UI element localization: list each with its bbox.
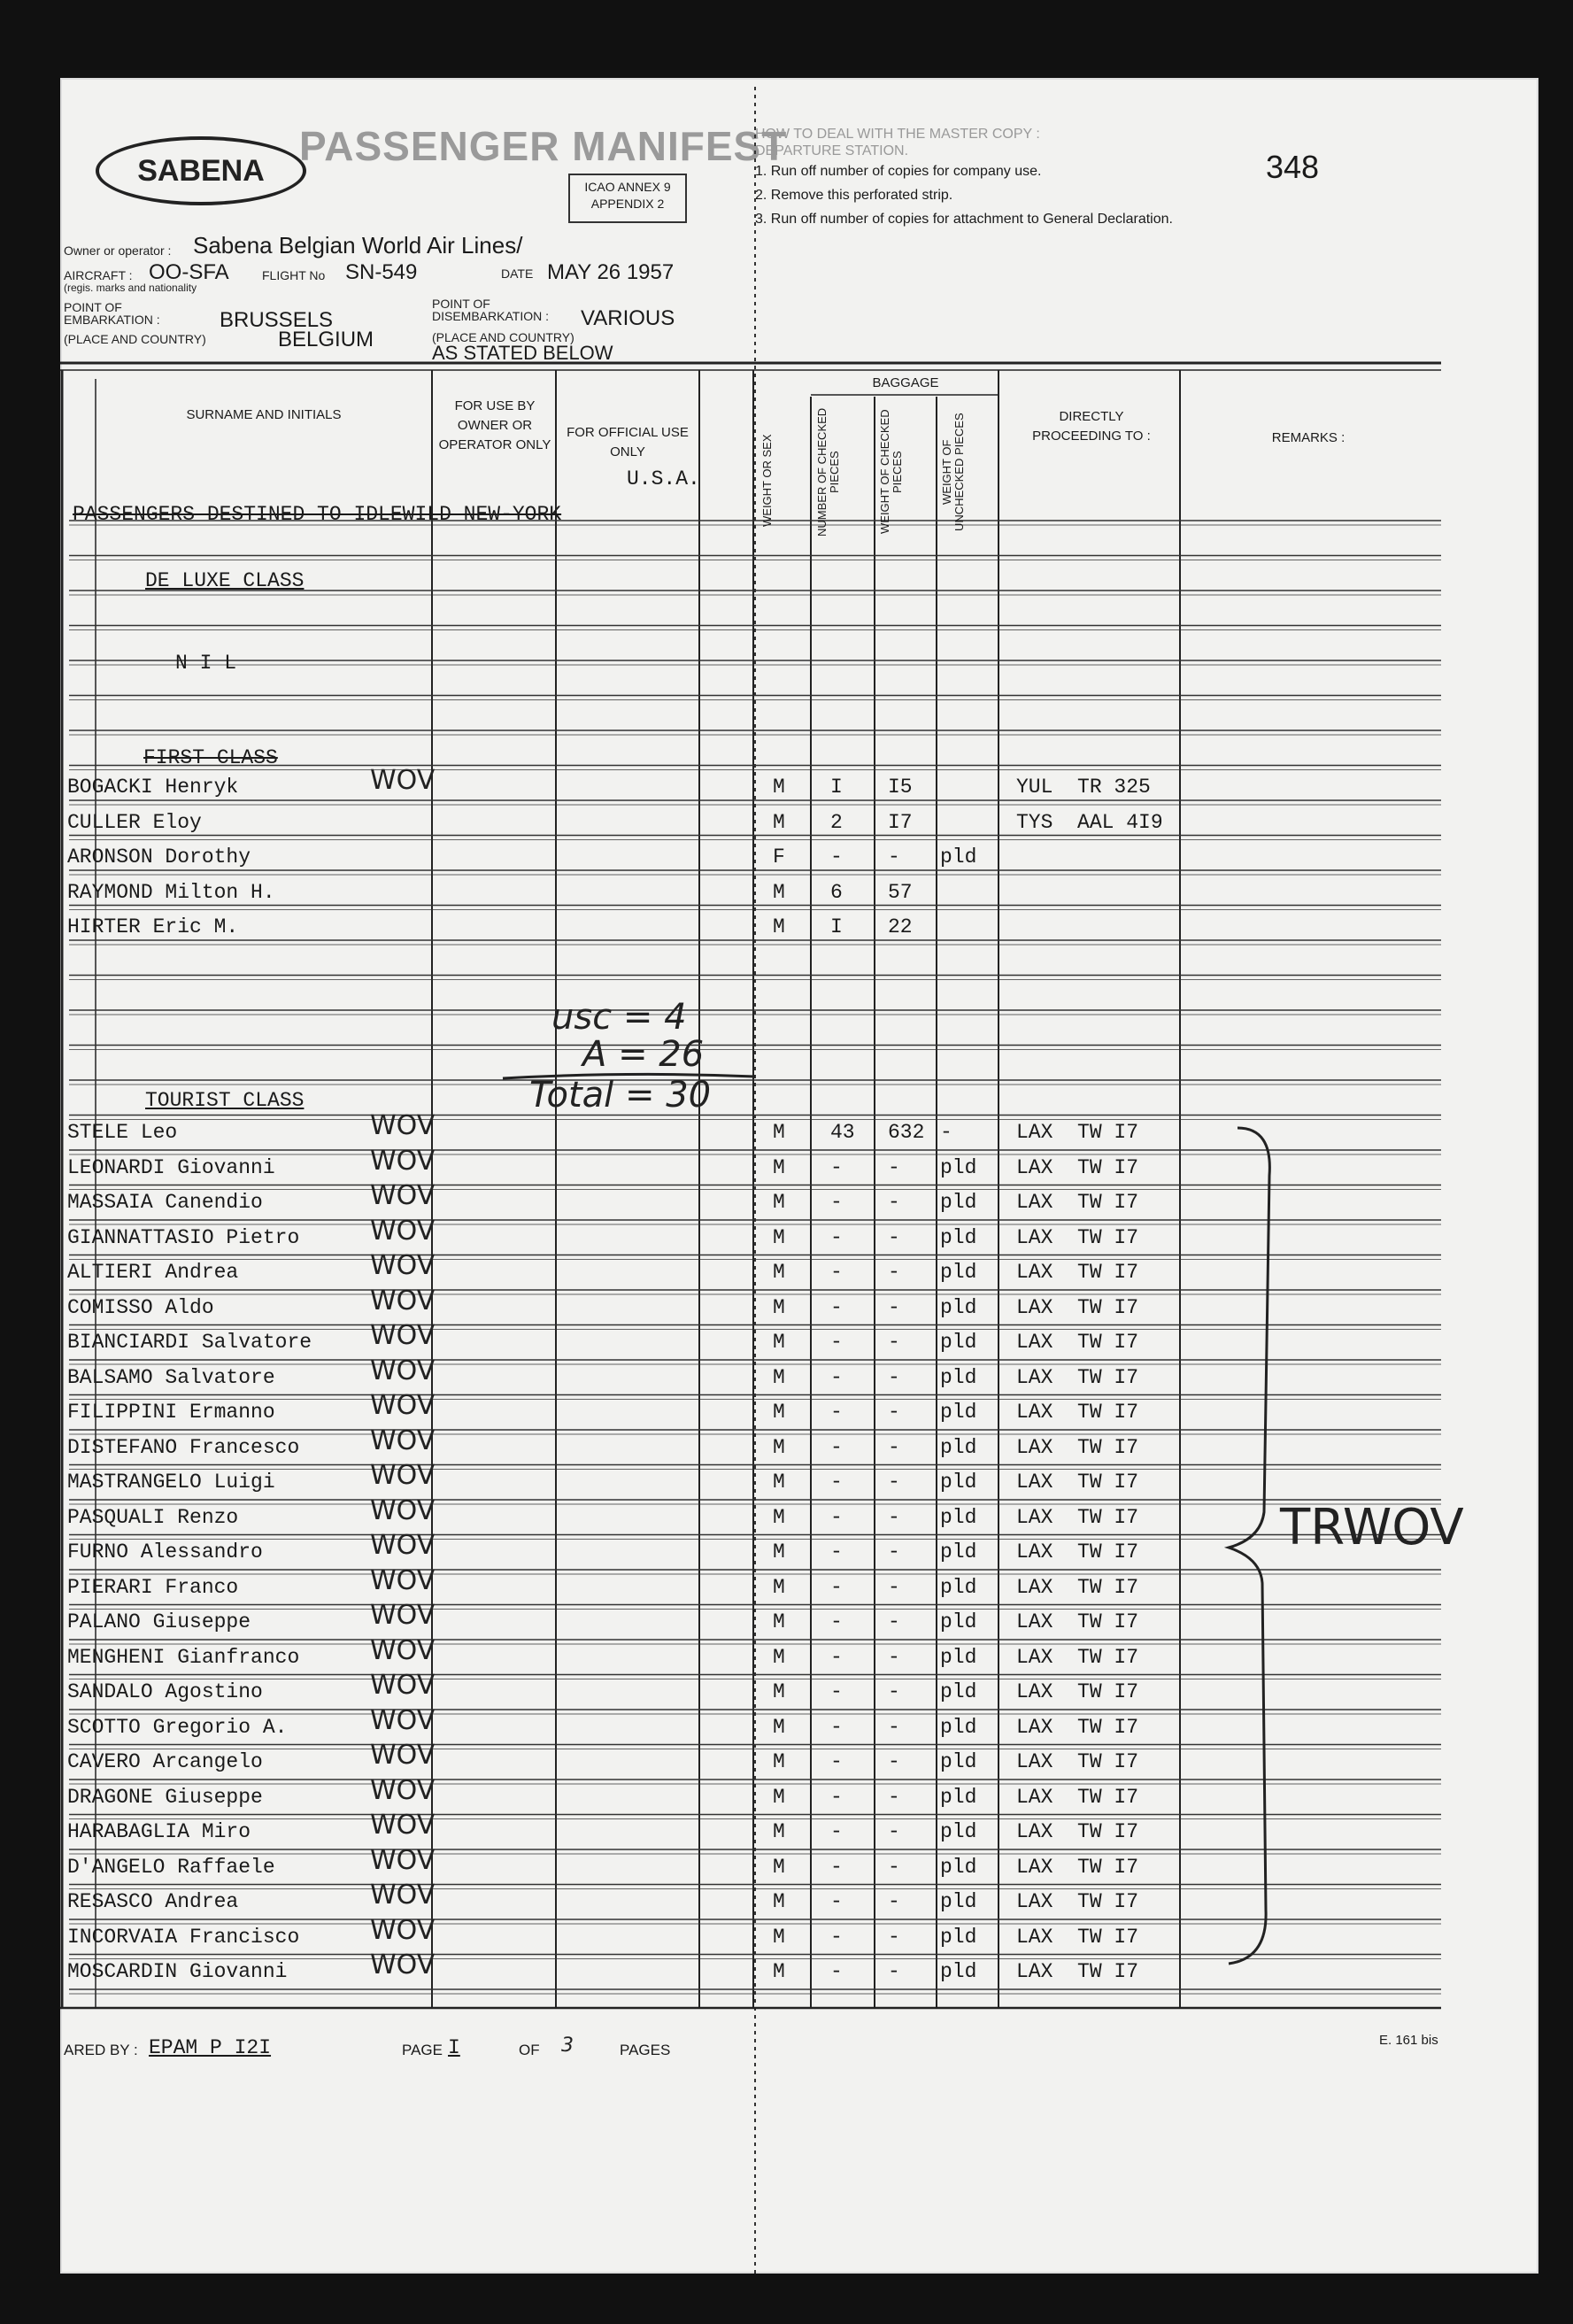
unchecked-weight: pld: [940, 1191, 977, 1214]
passenger-name: SANDALO Agostino: [67, 1680, 263, 1703]
passenger-sex: M: [773, 1960, 785, 1983]
status-mark: WOV: [370, 1355, 436, 1386]
status-mark: WOV: [370, 1530, 436, 1561]
status-mark: WOV: [370, 1110, 436, 1141]
status-mark: WOV: [370, 1844, 436, 1876]
passenger-name: PALANO Giuseppe: [67, 1610, 251, 1633]
passenger-name: BALSAMO Salvatore: [67, 1365, 275, 1389]
destination: LAX TW I7: [1016, 1435, 1139, 1459]
howto-step-1: 1. Run off number of copies for company use.: [755, 164, 1042, 179]
unchecked-weight: pld: [940, 1960, 977, 1983]
passenger-name: FILIPPINI Ermanno: [67, 1401, 275, 1424]
col-weight-checked: WEIGHT OF CHECKED PIECES: [878, 409, 904, 535]
date-label: DATE: [501, 266, 534, 281]
unchecked-weight: -: [940, 1121, 952, 1144]
unchecked-weight: pld: [940, 1750, 977, 1773]
destination: LAX TW I7: [1016, 1155, 1139, 1179]
status-mark: WOV: [370, 1914, 436, 1946]
destination: LAX TW I7: [1016, 1505, 1139, 1529]
passenger-name: CULLER Eloy: [67, 810, 202, 834]
col-official-use: FOR OFFICIAL USE ONLY: [567, 425, 689, 459]
unchecked-weight: pld: [940, 1715, 977, 1739]
destination: LAX TW I7: [1016, 1715, 1139, 1739]
page-label: PAGE: [402, 2042, 443, 2058]
checked-weight: I7: [888, 810, 913, 834]
passenger-sex: M: [773, 1890, 785, 1913]
passenger-name: DISTEFANO Francesco: [67, 1435, 300, 1459]
status-mark: WOV: [370, 1564, 436, 1596]
checked-pieces: -: [830, 1645, 843, 1669]
first-class-label: FIRST CLASS: [143, 746, 278, 769]
howto-station: DEPARTURE STATION.: [755, 143, 909, 158]
passenger-name: SCOTTO Gregorio A.: [67, 1715, 288, 1739]
passenger-sex: M: [773, 1365, 785, 1389]
disembark-label: POINT OF DISEMBARKATION :: [432, 297, 549, 323]
tally-line-1: usc = 4: [551, 997, 687, 1038]
status-mark: WOV: [370, 1145, 436, 1177]
passenger-sex: M: [773, 1855, 785, 1879]
col-official-country: U.S.A.: [627, 467, 700, 490]
destination: LAX TW I7: [1016, 1331, 1139, 1354]
prepared-label: ARED BY :: [64, 2042, 138, 2058]
status-mark: WOV: [370, 1740, 436, 1771]
checked-pieces: -: [830, 1401, 843, 1424]
destination: LAX TW I7: [1016, 1121, 1139, 1144]
unchecked-weight: pld: [940, 1855, 977, 1879]
passenger-name: CAVERO Arcangelo: [67, 1750, 263, 1773]
embark-city: BRUSSELS: [220, 308, 334, 332]
checked-weight: 632: [888, 1121, 925, 1144]
passenger-sex: F: [773, 845, 785, 869]
checked-weight: -: [888, 1750, 900, 1773]
checked-pieces: -: [830, 1155, 843, 1179]
status-mark: WOV: [370, 1180, 436, 1211]
checked-pieces: -: [830, 1785, 843, 1809]
deluxe-label: DE LUXE CLASS: [145, 569, 305, 592]
owner-label: Owner or operator :: [64, 243, 172, 258]
checked-pieces: -: [830, 1435, 843, 1459]
passenger-name: MASSAIA Canendio: [67, 1191, 263, 1214]
passenger-sex: M: [773, 915, 785, 938]
destination: LAX TW I7: [1016, 1540, 1139, 1563]
status-mark: WOV: [370, 1880, 436, 1911]
flight-value: SN-549: [345, 260, 418, 284]
destination: LAX TW I7: [1016, 1785, 1139, 1809]
of-label: OF: [519, 2042, 540, 2058]
passenger-name: MOSCARDIN Giovanni: [67, 1960, 288, 1983]
checked-pieces: -: [830, 1925, 843, 1949]
tally-underline: [498, 1068, 764, 1085]
status-mark: WOV: [370, 1425, 436, 1456]
sabena-logo: SABENA: [96, 136, 306, 205]
unchecked-weight: pld: [940, 1540, 977, 1563]
passenger-sex: M: [773, 1785, 785, 1809]
remarks-handwritten: TRWOV: [1280, 1499, 1464, 1556]
status-mark: WOV: [370, 1390, 436, 1421]
checked-pieces: -: [830, 1331, 843, 1354]
unchecked-weight: pld: [940, 1820, 977, 1843]
passenger-name: RESASCO Andrea: [67, 1890, 239, 1913]
passenger-sex: M: [773, 1505, 785, 1529]
destination: LAX TW I7: [1016, 1925, 1139, 1949]
passenger-sex: M: [773, 1820, 785, 1843]
checked-pieces: -: [830, 1820, 843, 1843]
checked-weight: -: [888, 845, 900, 869]
page-value: I: [448, 2036, 460, 2059]
unchecked-weight: pld: [940, 1680, 977, 1703]
passenger-name: MASTRANGELO Luigi: [67, 1471, 275, 1494]
checked-pieces: I: [830, 776, 843, 799]
passenger-sex: M: [773, 1715, 785, 1739]
checked-pieces: -: [830, 1575, 843, 1599]
passenger-name: BIANCIARDI Salvatore: [67, 1331, 312, 1354]
checked-weight: -: [888, 1261, 900, 1284]
destination: LAX TW I7: [1016, 1295, 1139, 1319]
checked-pieces: -: [830, 1960, 843, 1983]
nil-label: N I L: [175, 652, 237, 675]
checked-pieces: -: [830, 1225, 843, 1249]
unchecked-weight: pld: [940, 1610, 977, 1633]
aircraft-label: AIRCRAFT :: [64, 268, 133, 282]
embark-sub: (PLACE AND COUNTRY): [64, 332, 206, 346]
passenger-name: ALTIERI Andrea: [67, 1261, 239, 1284]
passenger-name: MENGHENI Gianfranco: [67, 1645, 300, 1669]
passenger-sex: M: [773, 1331, 785, 1354]
destination: LAX TW I7: [1016, 1890, 1139, 1913]
checked-weight: 57: [888, 880, 913, 904]
passenger-sex: M: [773, 1121, 785, 1144]
passenger-sex: M: [773, 1295, 785, 1319]
status-mark: WOV: [370, 1250, 436, 1281]
unchecked-weight: pld: [940, 1785, 977, 1809]
col-proceeding: DIRECTLY PROCEEDING TO :: [1032, 409, 1151, 444]
checked-weight: -: [888, 1680, 900, 1703]
disembark-value: VARIOUS: [581, 306, 675, 330]
howto-step-3: 3. Run off number of copies for attachment to General Declaration.: [755, 212, 1173, 227]
passenger-sex: M: [773, 1155, 785, 1179]
icao-box: ICAO ANNEX 9 APPENDIX 2: [568, 174, 687, 223]
checked-pieces: -: [830, 1295, 843, 1319]
status-mark: WOV: [370, 1704, 436, 1736]
passenger-sex: M: [773, 1750, 785, 1773]
passenger-name: LEONARDI Giovanni: [67, 1155, 275, 1179]
unchecked-weight: pld: [940, 845, 977, 869]
unchecked-weight: pld: [940, 1505, 977, 1529]
passenger-name: PIERARI Franco: [67, 1575, 239, 1599]
col-owner-use: FOR USE BY OWNER OR OPERATOR ONLY: [438, 398, 551, 452]
passenger-name: RAYMOND Milton H.: [67, 880, 275, 904]
passenger-sex: M: [773, 1680, 785, 1703]
unchecked-weight: pld: [940, 1925, 977, 1949]
status-mark: WOV: [370, 1950, 436, 1980]
destination: LAX TW I7: [1016, 1820, 1139, 1843]
passenger-name: COMISSO Aldo: [67, 1295, 214, 1319]
page-title: PASSENGER MANIFEST: [299, 123, 788, 169]
status-mark: WOV: [370, 1600, 436, 1631]
destination: LAX TW I7: [1016, 1645, 1139, 1669]
checked-weight: 22: [888, 915, 913, 938]
destination: LAX TW I7: [1016, 1191, 1139, 1214]
checked-weight: -: [888, 1505, 900, 1529]
checked-pieces: -: [830, 1610, 843, 1633]
status-mark: WOV: [370, 765, 436, 796]
passenger-name: BOGACKI Henryk: [67, 776, 239, 799]
status-mark: WOV: [370, 1494, 436, 1526]
checked-weight: -: [888, 1925, 900, 1949]
unchecked-weight: pld: [940, 1575, 977, 1599]
manifest-sheet: [60, 78, 1538, 2274]
checked-pieces: I: [830, 915, 843, 938]
checked-weight: -: [888, 1610, 900, 1633]
destination: LAX TW I7: [1016, 1680, 1139, 1703]
passenger-sex: M: [773, 1925, 785, 1949]
checked-weight: -: [888, 1225, 900, 1249]
checked-pieces: -: [830, 845, 843, 869]
checked-weight: I5: [888, 776, 913, 799]
status-mark: WOV: [370, 1460, 436, 1491]
form-code: E. 161 bis: [1379, 2033, 1438, 2048]
checked-weight: -: [888, 1715, 900, 1739]
checked-pieces: 6: [830, 880, 843, 904]
destination-label: PASSENGERS DESTINED TO IDLEWILD NEW-YORK: [73, 503, 562, 526]
prepared-value: EPAM P I2I: [149, 2036, 272, 2059]
checked-pieces: -: [830, 1261, 843, 1284]
col-surname: SURNAME AND INITIALS: [186, 407, 342, 422]
howto-title: HOW TO DEAL WITH THE MASTER COPY :: [755, 127, 1040, 142]
destination: LAX TW I7: [1016, 1471, 1139, 1494]
page-number: 348: [1266, 149, 1320, 185]
checked-weight: -: [888, 1401, 900, 1424]
passenger-name: PASQUALI Renzo: [67, 1505, 239, 1529]
checked-pieces: -: [830, 1715, 843, 1739]
checked-pieces: 2: [830, 810, 843, 834]
passenger-sex: M: [773, 810, 785, 834]
pages-label: PAGES: [620, 2042, 671, 2058]
checked-weight: -: [888, 1155, 900, 1179]
embark-label: POINT OF EMBARKATION :: [64, 300, 160, 327]
destination: LAX TW I7: [1016, 1225, 1139, 1249]
checked-weight: -: [888, 1435, 900, 1459]
checked-weight: -: [888, 1471, 900, 1494]
passenger-name: FURNO Alessandro: [67, 1540, 263, 1563]
checked-weight: -: [888, 1575, 900, 1599]
passenger-name: GIANNATTASIO Pietro: [67, 1225, 300, 1249]
checked-weight: -: [888, 1785, 900, 1809]
destination: LAX TW I7: [1016, 1855, 1139, 1879]
passenger-name: HIRTER Eric M.: [67, 915, 239, 938]
tourist-class-label: TOURIST CLASS: [145, 1089, 305, 1112]
passenger-name: HARABAGLIA Miro: [67, 1820, 251, 1843]
status-mark: WOV: [370, 1670, 436, 1701]
tally-line-3: Total = 30: [529, 1075, 712, 1116]
of-value: 3: [561, 2034, 574, 2057]
unchecked-weight: pld: [940, 1295, 977, 1319]
unchecked-weight: pld: [940, 1401, 977, 1424]
col-weight-sex: WEIGHT OR SEX: [760, 434, 774, 528]
status-mark: WOV: [370, 1320, 436, 1351]
embark-country: BELGIUM: [278, 328, 374, 351]
destination: LAX TW I7: [1016, 1261, 1139, 1284]
checked-weight: -: [888, 1645, 900, 1669]
passenger-sex: M: [773, 1191, 785, 1214]
unchecked-weight: pld: [940, 1435, 977, 1459]
checked-pieces: 43: [830, 1121, 855, 1144]
passenger-sex: M: [773, 1435, 785, 1459]
checked-weight: -: [888, 1295, 900, 1319]
destination: TYS AAL 4I9: [1016, 810, 1163, 834]
destination: LAX TW I7: [1016, 1575, 1139, 1599]
unchecked-weight: pld: [940, 1331, 977, 1354]
disembark-sub: (PLACE AND COUNTRY): [432, 330, 574, 344]
aircraft-sub: (regis. marks and nationality: [64, 282, 197, 294]
destination: LAX TW I7: [1016, 1960, 1139, 1983]
passenger-name: DRAGONE Giuseppe: [67, 1785, 263, 1809]
checked-pieces: -: [830, 1750, 843, 1773]
col-remarks: REMARKS :: [1271, 430, 1346, 445]
unchecked-weight: pld: [940, 1890, 977, 1913]
unchecked-weight: pld: [940, 1645, 977, 1669]
passenger-sex: M: [773, 1225, 785, 1249]
checked-weight: -: [888, 1331, 900, 1354]
checked-weight: -: [888, 1855, 900, 1879]
owner-value: Sabena Belgian World Air Lines/: [193, 232, 523, 259]
tally-line-2: A = 26: [582, 1034, 705, 1075]
checked-pieces: -: [830, 1191, 843, 1214]
checked-weight: -: [888, 1191, 900, 1214]
status-mark: WOV: [370, 1634, 436, 1666]
passenger-sex: M: [773, 1645, 785, 1669]
aircraft-value: OO-SFA: [149, 260, 229, 284]
passenger-sex: M: [773, 1540, 785, 1563]
checked-weight: -: [888, 1820, 900, 1843]
passenger-sex: M: [773, 1610, 785, 1633]
checked-pieces: -: [830, 1471, 843, 1494]
destination: LAX TW I7: [1016, 1365, 1139, 1389]
unchecked-weight: pld: [940, 1155, 977, 1179]
destination: LAX TW I7: [1016, 1750, 1139, 1773]
checked-pieces: -: [830, 1365, 843, 1389]
destination: LAX TW I7: [1016, 1610, 1139, 1633]
passenger-name: ARONSON Dorothy: [67, 845, 251, 869]
passenger-sex: M: [773, 1261, 785, 1284]
checked-pieces: -: [830, 1680, 843, 1703]
status-mark: WOV: [370, 1215, 436, 1247]
unchecked-weight: pld: [940, 1365, 977, 1389]
passenger-sex: M: [773, 1401, 785, 1424]
checked-weight: -: [888, 1365, 900, 1389]
status-mark: WOV: [370, 1774, 436, 1806]
passenger-name: D'ANGELO Raffaele: [67, 1855, 275, 1879]
status-mark: WOV: [370, 1285, 436, 1316]
passenger-name: STELE Leo: [67, 1121, 178, 1144]
unchecked-weight: pld: [940, 1471, 977, 1494]
howto-step-2: 2. Remove this perforated strip.: [755, 188, 953, 203]
disembark-stated: AS STATED BELOW: [432, 342, 613, 364]
col-weight-unchecked: WEIGHT OF UNCHECKED PIECES: [940, 413, 966, 531]
unchecked-weight: pld: [940, 1225, 977, 1249]
destination: LAX TW I7: [1016, 1401, 1139, 1424]
passenger-name: INCORVAIA Francisco: [67, 1925, 300, 1949]
checked-pieces: -: [830, 1855, 843, 1879]
checked-pieces: -: [830, 1540, 843, 1563]
unchecked-weight: pld: [940, 1261, 977, 1284]
checked-pieces: -: [830, 1505, 843, 1529]
col-checked-pieces: NUMBER OF CHECKED PIECES: [815, 407, 841, 537]
destination: YUL TR 325: [1016, 776, 1151, 799]
col-baggage: BAGGAGE: [872, 375, 939, 390]
checked-pieces: -: [830, 1890, 843, 1913]
passenger-sex: M: [773, 1575, 785, 1599]
checked-weight: -: [888, 1960, 900, 1983]
passenger-sex: M: [773, 1471, 785, 1494]
date-value: MAY 26 1957: [547, 260, 675, 284]
flight-label: FLIGHT No: [262, 268, 326, 282]
status-mark: WOV: [370, 1810, 436, 1841]
passenger-sex: M: [773, 776, 785, 799]
checked-weight: -: [888, 1540, 900, 1563]
checked-weight: -: [888, 1890, 900, 1913]
passenger-sex: M: [773, 880, 785, 904]
